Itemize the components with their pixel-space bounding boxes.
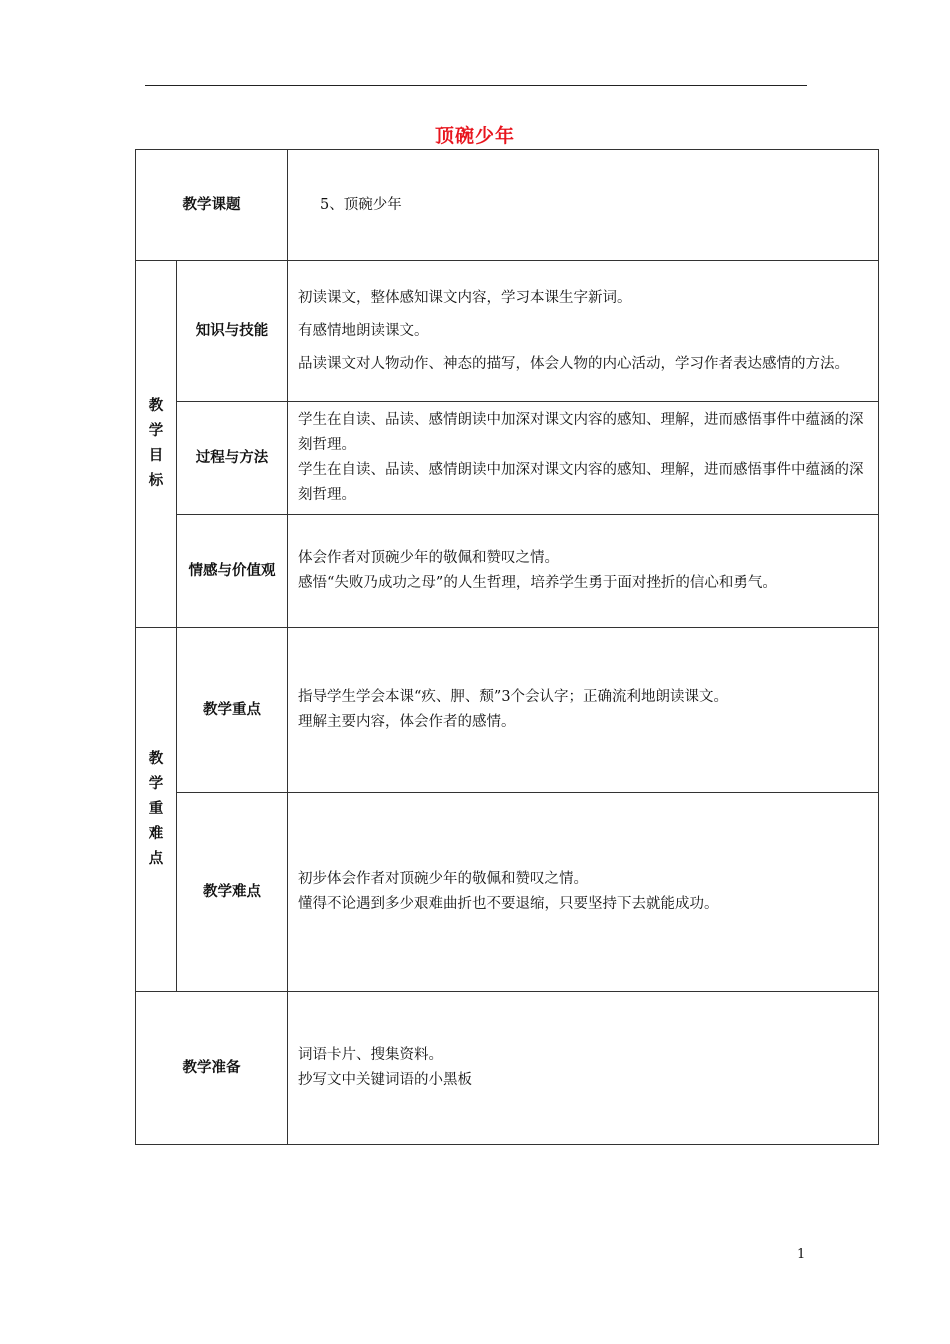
knowledge-line: 品读课文对人物动作、神态的描写，体会人物的内心活动，学习作者表达感情的方法。 <box>298 355 849 372</box>
process-line: 学生在自读、品读、感情朗读中加深对课文内容的感知、理解，进而感悟事件中蕴涵的深刻哲理。 <box>298 462 864 503</box>
knowledge-content <box>288 261 879 402</box>
emotion-label: 情感与价值观 <box>177 515 288 628</box>
topic-value: 5、顶碗少年 <box>288 150 879 261</box>
process-label: 过程与方法 <box>177 402 288 515</box>
row-focus <box>136 628 879 793</box>
keypoints-group-label: 教学重难点 <box>148 751 164 867</box>
keypoints-group-cell <box>136 628 177 992</box>
goals-group-label: 教学目标 <box>148 398 164 489</box>
difficulty-line: 懂得不论遇到多少艰难曲折也不要退缩，只要坚持下去就能成功。 <box>298 896 719 912</box>
prep-label: 教学准备 <box>136 992 288 1145</box>
goals-group-cell <box>136 261 177 628</box>
lesson-plan-table <box>135 149 879 1145</box>
row-emotion <box>136 515 879 628</box>
focus-line: 理解主要内容，体会作者的感情。 <box>298 714 516 730</box>
emotion-content <box>288 515 879 628</box>
topic-label: 教学课题 <box>136 150 288 261</box>
row-topic <box>136 150 879 261</box>
prep-line: 抄写文中关键词语的小黑板 <box>298 1072 472 1088</box>
knowledge-line: 初读课文，整体感知课文内容，学习本课生字新词。 <box>298 289 632 306</box>
header-rule <box>145 85 807 86</box>
process-content <box>288 402 879 515</box>
page-number: 1 <box>797 1247 806 1262</box>
difficulty-label: 教学难点 <box>177 793 288 992</box>
knowledge-line: 有感情地朗读课文。 <box>298 322 429 339</box>
focus-content <box>288 628 879 793</box>
emotion-line: 体会作者对顶碗少年的敬佩和赞叹之情。 <box>298 550 559 566</box>
emotion-line: 感悟“失败乃成功之母”的人生哲理，培养学生勇于面对挫折的信心和勇气。 <box>298 575 777 591</box>
row-knowledge <box>136 261 879 402</box>
process-line: 学生在自读、品读、感情朗读中加深对课文内容的感知、理解，进而感悟事件中蕴涵的深刻哲理。 <box>298 412 864 453</box>
difficulty-content <box>288 793 879 992</box>
row-process <box>136 402 879 515</box>
focus-label: 教学重点 <box>177 628 288 793</box>
page-title: 顶碗少年 <box>434 125 515 147</box>
difficulty-line: 初步体会作者对顶碗少年的敬佩和赞叹之情。 <box>298 871 588 887</box>
prep-line: 词语卡片、搜集资料。 <box>298 1047 443 1063</box>
knowledge-label: 知识与技能 <box>177 261 288 402</box>
row-prep <box>136 992 879 1145</box>
focus-line: 指导学生学会本课“疚、胛、颓”3个会认字；正确流利地朗读课文。 <box>298 689 729 705</box>
row-difficulty <box>136 793 879 992</box>
prep-content <box>288 992 879 1145</box>
